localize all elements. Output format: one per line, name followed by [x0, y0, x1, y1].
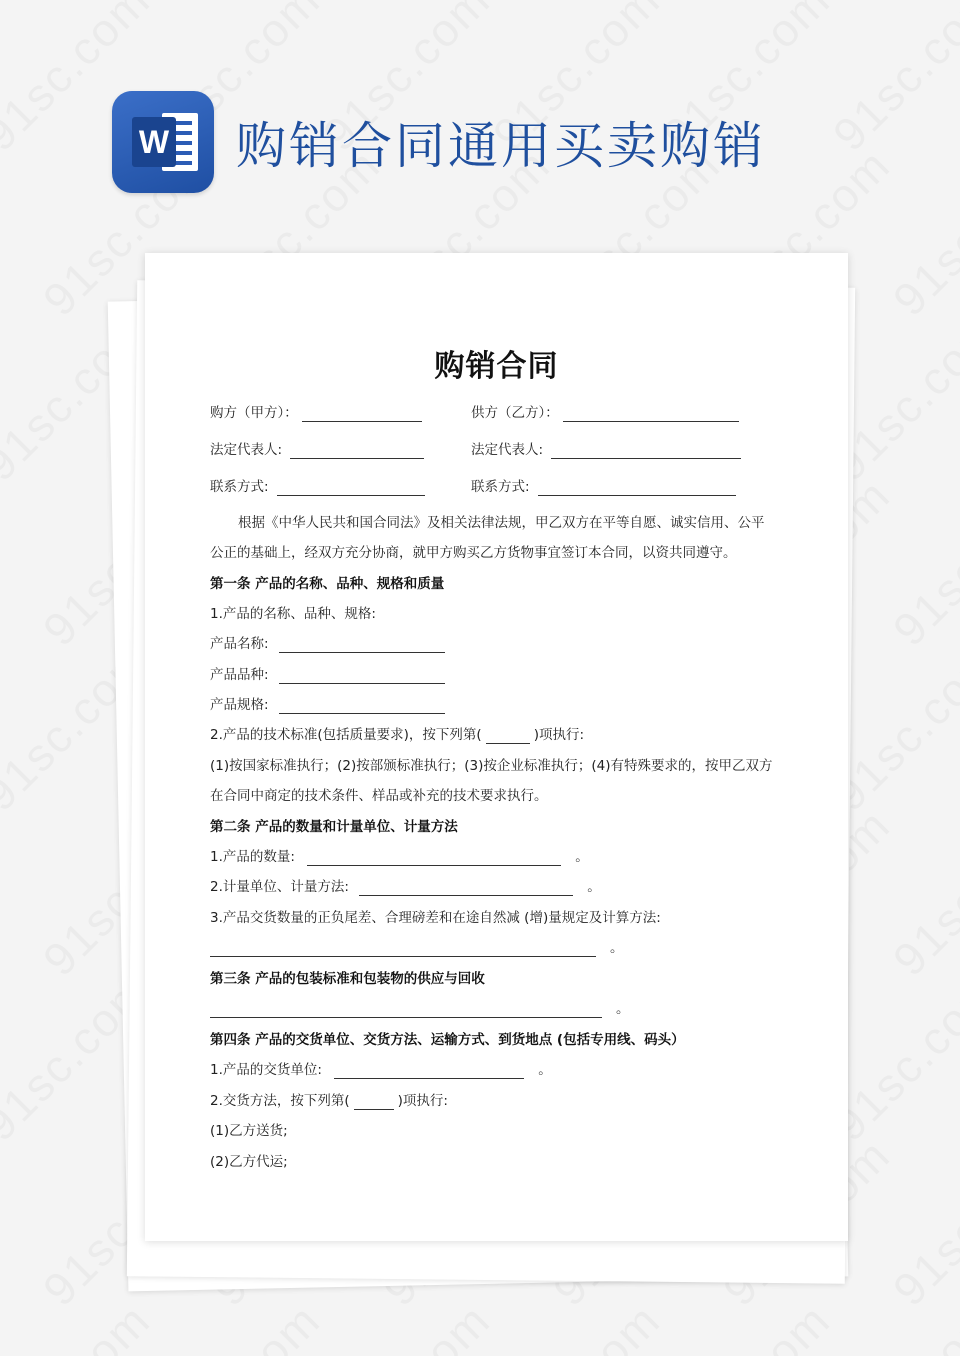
- buyer-blank: [302, 408, 422, 422]
- delivery-method-text-b: )项执行:: [397, 1093, 448, 1109]
- packaging-blank: [210, 1004, 602, 1018]
- seller-blank: [563, 408, 739, 422]
- watermark-text: [882, 798, 960, 987]
- document-page: [145, 253, 848, 1241]
- article-3-title: 第三条 产品的包装标准和包装物的供应与回收: [210, 971, 485, 987]
- article-1-title: 第一条 产品的名称、品种、规格和质量: [210, 576, 445, 592]
- product-spec-line: [210, 696, 445, 714]
- product-spec-blank: [279, 700, 445, 714]
- measure-label: 2.计量单位、计量方法:: [210, 879, 349, 895]
- seller-line: [471, 404, 739, 422]
- article-2-item-1: [210, 848, 589, 866]
- product-spec-label: 产品规格:: [210, 697, 269, 713]
- product-variety-line: [210, 666, 445, 684]
- article-3-fill: [210, 1000, 630, 1018]
- legal-rep-label: 法定代表人:: [471, 442, 544, 458]
- contact-label: 联系方式:: [210, 479, 269, 495]
- period: 。: [575, 849, 589, 865]
- buyer-contact-line: [210, 478, 425, 496]
- quantity-blank: [307, 852, 561, 866]
- article-4-item-1: [210, 1061, 552, 1079]
- article-2-item-3: 3.产品交货数量的正负尾差、合理磅差和在途自然减 (增)量规定及计算方法:: [210, 910, 661, 926]
- seller-legal-rep-blank: [551, 445, 741, 459]
- item-2-text-a: 2.产品的技术标准(包括质量要求)，按下列第(: [210, 727, 482, 743]
- period: 。: [616, 1001, 630, 1017]
- article-1-item-1: 1.产品的名称、品种、规格:: [210, 606, 376, 622]
- document-title: 购销合同: [434, 349, 559, 384]
- delivery-method-choice-blank: [354, 1096, 394, 1110]
- product-variety-label: 产品品种:: [210, 667, 269, 683]
- seller-legal-rep-line: [471, 441, 741, 459]
- watermark-text: [652, 1293, 841, 1356]
- watermark-text: [0, 1293, 161, 1356]
- article-4-title: 第四条 产品的交货单位、交货方法、运输方式、到货地点 (包括专用线、码头）: [210, 1032, 685, 1048]
- item-2-text-b: )项执行:: [533, 727, 585, 743]
- delivery-unit-label: 1.产品的交货单位:: [210, 1062, 322, 1078]
- period: 。: [587, 879, 601, 895]
- product-name-blank: [279, 639, 445, 653]
- article-2-title: 第二条 产品的数量和计量单位、计量方法: [210, 819, 458, 835]
- article-2-item-3-fill: [210, 939, 624, 957]
- product-variety-blank: [279, 670, 445, 684]
- buyer-line: [210, 404, 422, 422]
- item-2-choice-blank: [486, 730, 530, 744]
- tolerance-blank: [210, 943, 596, 957]
- watermark-text: [312, 1293, 501, 1356]
- watermark-text: [482, 1293, 671, 1356]
- page-title: 购销合同通用买卖购销: [236, 117, 766, 175]
- watermark-text: [882, 468, 960, 657]
- delivery-method-text-a: 2.交货方法，按下列第(: [210, 1093, 350, 1109]
- article-1-options-line1: (1)按国家标准执行；(2)按部颁标准执行；(3)按企业标准执行；(4)有特殊要求的，按甲乙双方: [210, 758, 773, 774]
- article-4-item-2: [210, 1092, 448, 1110]
- article-2-item-2: [210, 878, 601, 896]
- seller-contact-blank: [538, 482, 736, 496]
- article-4-option-1: (1)乙方送货;: [210, 1123, 288, 1139]
- watermark-text: [882, 138, 960, 327]
- article-1-options-line2: 在合同中商定的技术条件、样品或补充的技术要求执行。: [210, 788, 548, 804]
- intro-paragraph-line2: 公正的基础上，经双方充分协商，就甲方购买乙方货物事宜签订本合同，以资共同遵守。: [210, 545, 737, 561]
- watermark-text: [142, 1293, 331, 1356]
- article-4-option-2: (2)乙方代运;: [210, 1154, 288, 1170]
- delivery-unit-blank: [334, 1065, 524, 1079]
- seller-contact-line: [471, 478, 736, 496]
- buyer-label: 购方（甲方）：: [210, 405, 298, 421]
- contact-label: 联系方式:: [471, 479, 530, 495]
- word-w-letter-icon: W: [132, 117, 176, 167]
- watermark-text: [822, 1293, 960, 1356]
- buyer-contact-blank: [277, 482, 425, 496]
- word-app-icon: [112, 91, 214, 193]
- watermark-text: [822, 0, 960, 161]
- measure-blank: [359, 882, 573, 896]
- watermark-text: [882, 1128, 960, 1317]
- period: 。: [538, 1062, 552, 1078]
- seller-label: 供方（乙方）：: [471, 405, 559, 421]
- product-name-label: 产品名称:: [210, 636, 269, 652]
- period: 。: [610, 940, 624, 956]
- quantity-label: 1.产品的数量:: [210, 849, 295, 865]
- intro-paragraph-line1: 根据《中华人民共和国合同法》及相关法律法规，甲乙双方在平等自愿、诚实信用、公平: [238, 515, 765, 531]
- product-name-line: [210, 635, 445, 653]
- buyer-legal-rep-blank: [290, 445, 424, 459]
- buyer-legal-rep-line: [210, 441, 424, 459]
- legal-rep-label: 法定代表人:: [210, 442, 283, 458]
- header: [112, 90, 766, 194]
- article-1-item-2: [210, 726, 584, 744]
